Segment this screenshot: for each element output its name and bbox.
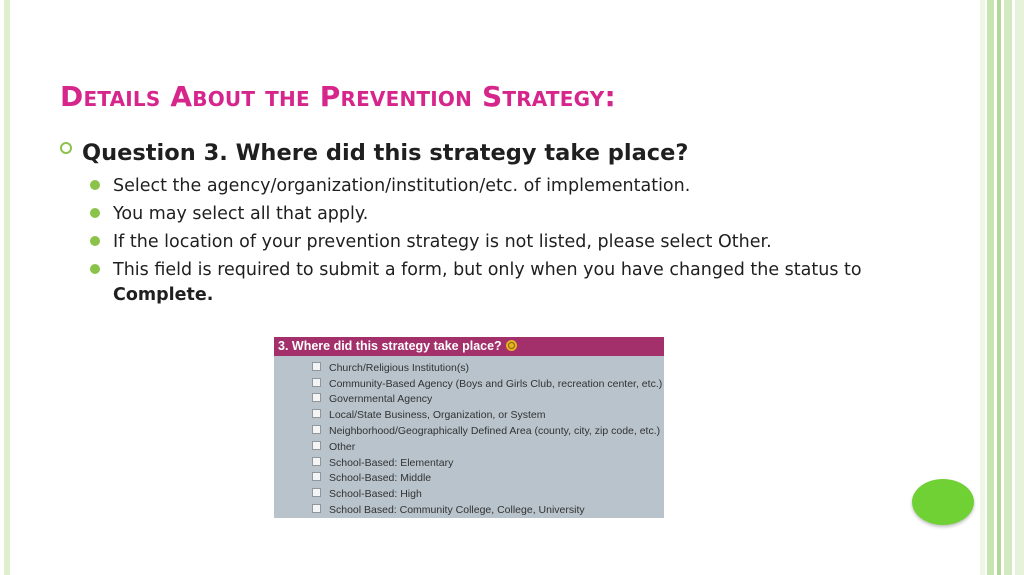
checkbox[interactable]: [312, 488, 321, 497]
checkbox-option[interactable]: [274, 360, 664, 376]
checkbox-option[interactable]: [274, 502, 664, 518]
instruction-item: [88, 174, 868, 199]
instruction-text: Select the agency/organization/institution/etc. of implementation.: [113, 176, 691, 196]
checkbox-option[interactable]: [274, 392, 664, 408]
form-question-header: [274, 337, 664, 356]
option-label: School Based: Community College, College, University: [329, 504, 585, 517]
complete-status-emphasis: Complete.: [113, 284, 214, 305]
checkbox[interactable]: [312, 457, 321, 466]
checkbox[interactable]: [312, 362, 321, 371]
right-decorative-stripes: [980, 0, 1024, 575]
instruction-text: If the location of your prevention strategy is not listed, please select Other.: [113, 232, 772, 252]
option-label: Neighborhood/Geographically Defined Area (county, city, zip code, etc.): [329, 425, 661, 438]
checkbox-option[interactable]: [274, 423, 664, 439]
instruction-text: This field is required to submit a form, but only when you have changed the status to: [113, 260, 862, 280]
checkbox-option[interactable]: [274, 471, 664, 487]
question-text: Question 3. Where did this strategy take place?: [82, 140, 689, 166]
checkbox[interactable]: [312, 504, 321, 513]
instruction-text: You may select all that apply.: [113, 204, 369, 224]
decorative-green-circle: [912, 479, 974, 525]
instruction-list: [88, 174, 868, 311]
checkbox[interactable]: [312, 472, 321, 481]
form-header-text: 3. Where did this strategy take place?: [278, 339, 502, 353]
checkbox[interactable]: [312, 378, 321, 387]
checkbox-option[interactable]: [274, 376, 664, 392]
option-label: School-Based: Elementary: [329, 456, 454, 469]
location-form-screenshot: [274, 337, 664, 518]
bullet-dot-icon: [90, 208, 100, 218]
left-accent-bar: [4, 0, 10, 575]
option-label: Local/State Business, Organization, or System: [329, 409, 546, 422]
checkbox[interactable]: [312, 393, 321, 402]
option-label: Church/Religious Institution(s): [329, 361, 470, 374]
option-label: Governmental Agency: [329, 393, 433, 406]
bullet-dot-icon: [90, 236, 100, 246]
checkbox[interactable]: [312, 409, 321, 418]
slide-title: Details About the Prevention Strategy:: [60, 80, 616, 113]
checkbox-option[interactable]: [274, 486, 664, 502]
option-label: School-Based: Middle: [329, 472, 432, 485]
checkbox[interactable]: [312, 425, 321, 434]
instruction-item: [88, 202, 868, 227]
checkbox[interactable]: [312, 441, 321, 450]
bullet-dot-icon: [90, 180, 100, 190]
checkbox-option[interactable]: [274, 407, 664, 423]
option-label: Community-Based Agency (Boys and Girls Club, recreation center, etc.): [329, 377, 663, 390]
checkbox-option[interactable]: [274, 455, 664, 471]
location-options-list: [274, 356, 664, 518]
instruction-item: [88, 230, 868, 255]
help-icon[interactable]: [506, 340, 517, 351]
bullet-dot-icon: [90, 264, 100, 274]
option-label: Other: [329, 440, 356, 453]
checkbox-option[interactable]: [274, 439, 664, 455]
instruction-item: [88, 258, 868, 307]
ring-bullet-icon: [60, 142, 72, 154]
option-label: School-Based: High: [329, 488, 422, 501]
question-line: [60, 140, 688, 166]
